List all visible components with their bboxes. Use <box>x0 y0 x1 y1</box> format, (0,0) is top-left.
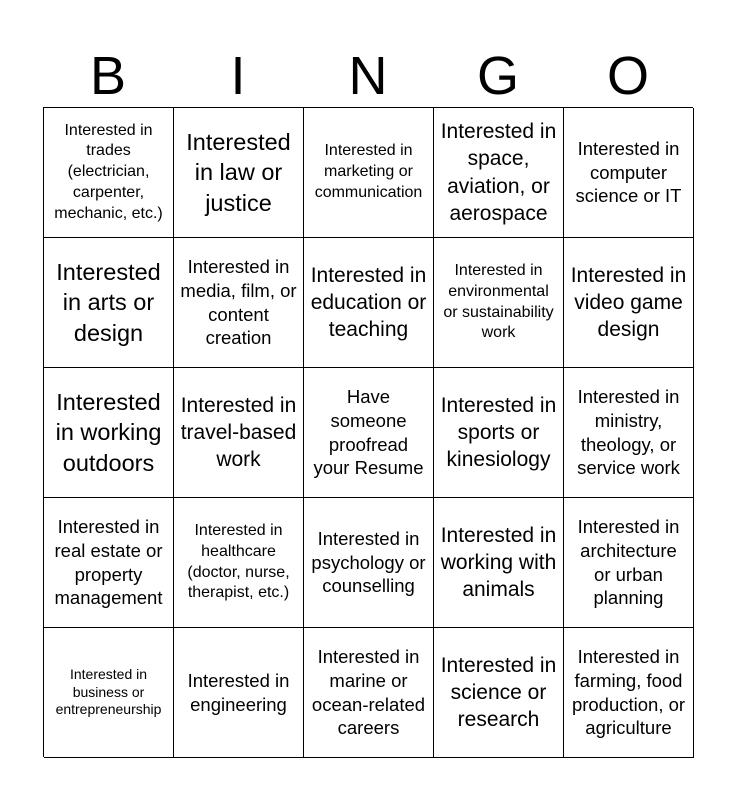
bingo-cell[interactable]: Interested in education or teaching <box>304 238 434 368</box>
bingo-cell[interactable]: Interested in business or entrepreneurship <box>44 628 174 758</box>
bingo-cell[interactable]: Have someone proofread your Resume <box>304 368 434 498</box>
bingo-cell[interactable]: Interested in space, aviation, or aerospace <box>434 108 564 238</box>
header-letter-b: B <box>89 46 127 106</box>
bingo-cell[interactable]: Interested in working outdoors <box>44 368 174 498</box>
bingo-cell[interactable]: Interested in healthcare (doctor, nurse, therapist, etc.) <box>174 498 304 628</box>
header-letter-o: O <box>606 46 649 106</box>
bingo-cell[interactable]: Interested in marine or ocean-related careers <box>304 628 434 758</box>
bingo-cell[interactable]: Interested in ministry, theology, or service work <box>564 368 694 498</box>
header-letter-i: I <box>230 46 246 106</box>
bingo-cell[interactable]: Interested in media, film, or content creation <box>174 238 304 368</box>
bingo-cell[interactable]: Interested in sports or kinesiology <box>434 368 564 498</box>
bingo-cell[interactable]: Interested in marketing or communication <box>304 108 434 238</box>
header-letter-n: N <box>348 46 388 106</box>
bingo-cell[interactable]: Interested in real estate or property management <box>44 498 174 628</box>
bingo-cell[interactable]: Interested in engineering <box>174 628 304 758</box>
bingo-cell[interactable]: Interested in travel-based work <box>174 368 304 498</box>
bingo-cell[interactable]: Interested in environmental or sustainability work <box>434 238 564 368</box>
bingo-cell[interactable]: Interested in farming, food production, or agriculture <box>564 628 694 758</box>
bingo-cell[interactable]: Interested in working with animals <box>434 498 564 628</box>
bingo-cell[interactable]: Interested in science or research <box>434 628 564 758</box>
bingo-cell[interactable]: Interested in trades (electrician, carpenter, mechanic, etc.) <box>44 108 174 238</box>
bingo-cell[interactable]: Interested in video game design <box>564 238 694 368</box>
bingo-board <box>43 107 693 757</box>
bingo-cell[interactable]: Interested in law or justice <box>174 108 304 238</box>
bingo-cell[interactable]: Interested in arts or design <box>44 238 174 368</box>
header-letter-g: G <box>476 46 519 106</box>
bingo-cell[interactable]: Interested in architecture or urban planning <box>564 498 694 628</box>
bingo-cell[interactable]: Interested in psychology or counselling <box>304 498 434 628</box>
bingo-cell[interactable]: Interested in computer science or IT <box>564 108 694 238</box>
bingo-header <box>43 44 693 108</box>
